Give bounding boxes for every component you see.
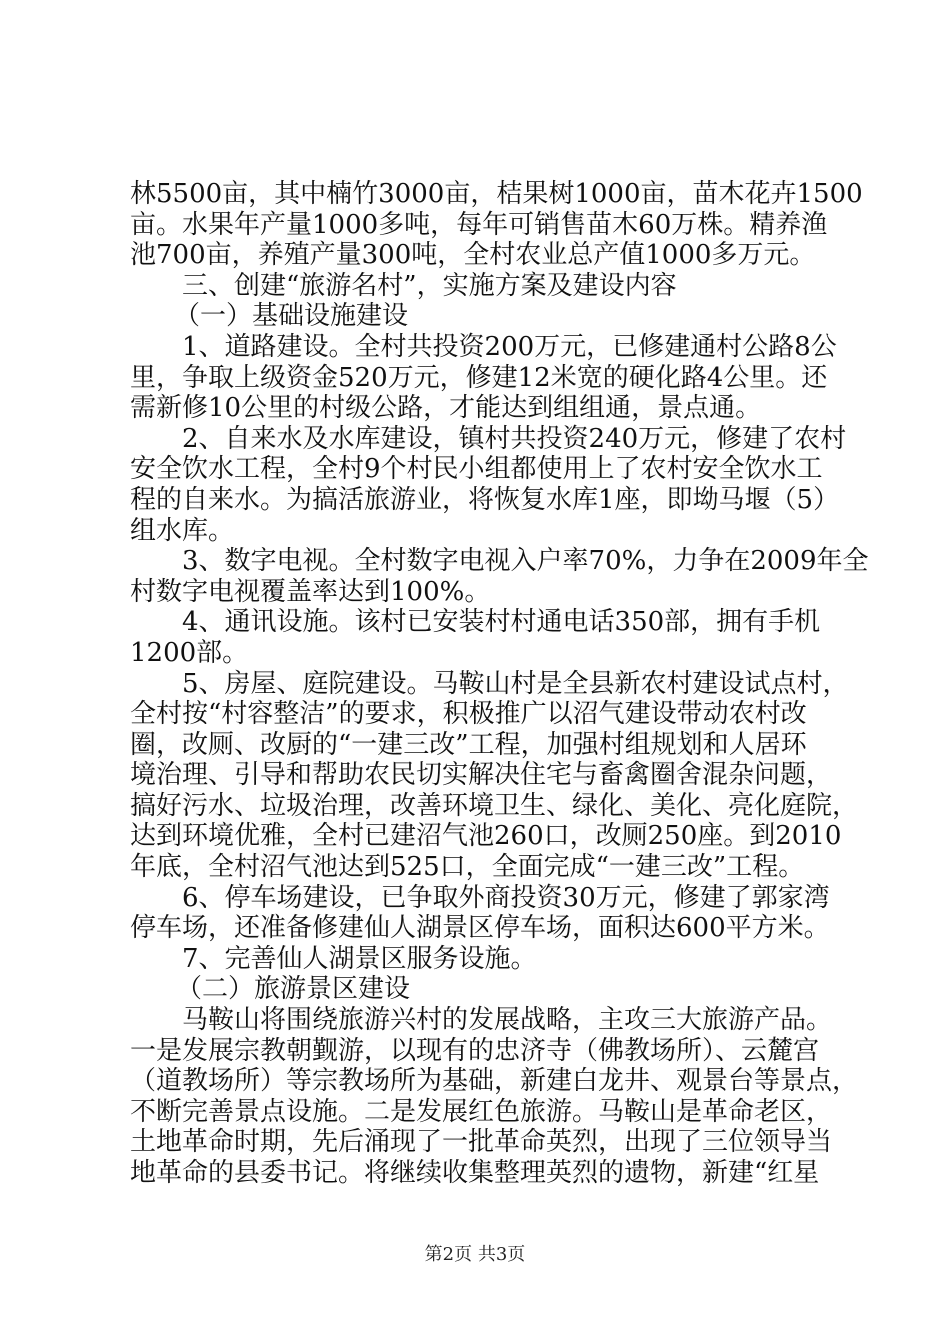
document-body	[130, 179, 869, 1189]
text-line: 境治理、引导和帮助农民切实解决住宅与畜禽圈舍混杂问题，	[130, 760, 833, 791]
text-line: 土地革命时期，先后涌现了一批革命英烈，出现了三位领导当	[130, 1127, 833, 1158]
text-line: 搞好污水、垃圾治理，改善环境卫生、绿化、美化、亮化庭院，	[130, 790, 859, 821]
page-footer: 第2页 共3页	[424, 1244, 526, 1265]
text-line: 停车场，还准备修建仙人湖景区停车场，面积达600平方米。	[130, 913, 830, 944]
text-line: 全村按“村容整洁”的要求，积极推广以沼气建设带动农村改	[130, 699, 807, 730]
text-line: 地革命的县委书记。将继续收集整理英烈的遗物，新建“红星	[130, 1158, 820, 1188]
text-line: 一是发展宗教朝觐游，以现有的忠济寺（佛教场所）、云麓宫	[130, 1035, 820, 1066]
text-line: 4、通讯设施。该村已安装村村通电话350部，拥有手机	[182, 607, 821, 638]
text-line: 安全饮水工程，全村9个村民小组都使用上了农村安全饮水工	[130, 454, 823, 485]
text-line: 1200部。	[130, 637, 249, 668]
text-line: 组水库。	[130, 515, 235, 546]
text-line: 林5500亩，其中楠竹3000亩，桔果树1000亩，苗木花卉1500	[130, 179, 863, 209]
text-line: 年底，全村沼气池达到525口，全面完成“一建三改”工程。	[130, 852, 805, 883]
text-line: 程的自来水。为搞活旅游业，将恢复水库1座，即坳马堰（5）	[130, 484, 840, 515]
text-line: 不断完善景点设施。二是发展红色旅游。马鞍山是革命老区，	[130, 1096, 833, 1127]
text-line: 池700亩，养殖产量300吨，全村农业总产值1000多万元。	[130, 240, 816, 271]
text-line: 村数字电视覆盖率达到100%。	[130, 576, 491, 607]
text-line: 达到环境优雅，全村已建沼气池260口，改厕250座。到2010	[130, 821, 842, 852]
text-line: 里，争取上级资金520万元，修建12米宽的硬化路4公里。还	[130, 362, 828, 393]
text-line: 1、道路建设。全村共投资200万元，已修建通村公路8公	[182, 331, 837, 362]
text-line: 2、自来水及水库建设，镇村共投资240万元，修建了农村	[182, 423, 847, 454]
text-line: （道教场所）等宗教场所为基础，新建白龙井、观景台等景点，	[130, 1066, 859, 1097]
text-line: 亩。水果年产量1000多吨，每年可销售苗木60万株。精养渔	[130, 209, 828, 240]
subsection-heading: （一）基础设施建设	[174, 301, 409, 332]
text-line: 5、房屋、庭院建设。马鞍山村是全县新农村建设试点村，	[182, 668, 849, 699]
text-line: 7、完善仙人湖景区服务设施。	[182, 943, 537, 974]
text-line: 3、数字电视。全村数字电视入户率70%，力争在2009年全	[182, 546, 869, 577]
text-line: 需新修10公里的村级公路，才能达到组组通，景点通。	[130, 393, 762, 424]
subsection-heading: （二）旅游景区建设	[176, 974, 411, 1005]
text-line: 圈，改厕、改厨的“一建三改”工程，加强村组规划和人居环	[130, 729, 807, 760]
text-line: 6、停车场建设，已争取外商投资30万元，修建了郭家湾	[182, 882, 830, 913]
section-heading: 三、创建“旅游名村”，实施方案及建设内容	[182, 270, 677, 301]
text-line: 马鞍山将围绕旅游兴村的发展战略，主攻三大旅游产品。	[182, 1005, 833, 1036]
